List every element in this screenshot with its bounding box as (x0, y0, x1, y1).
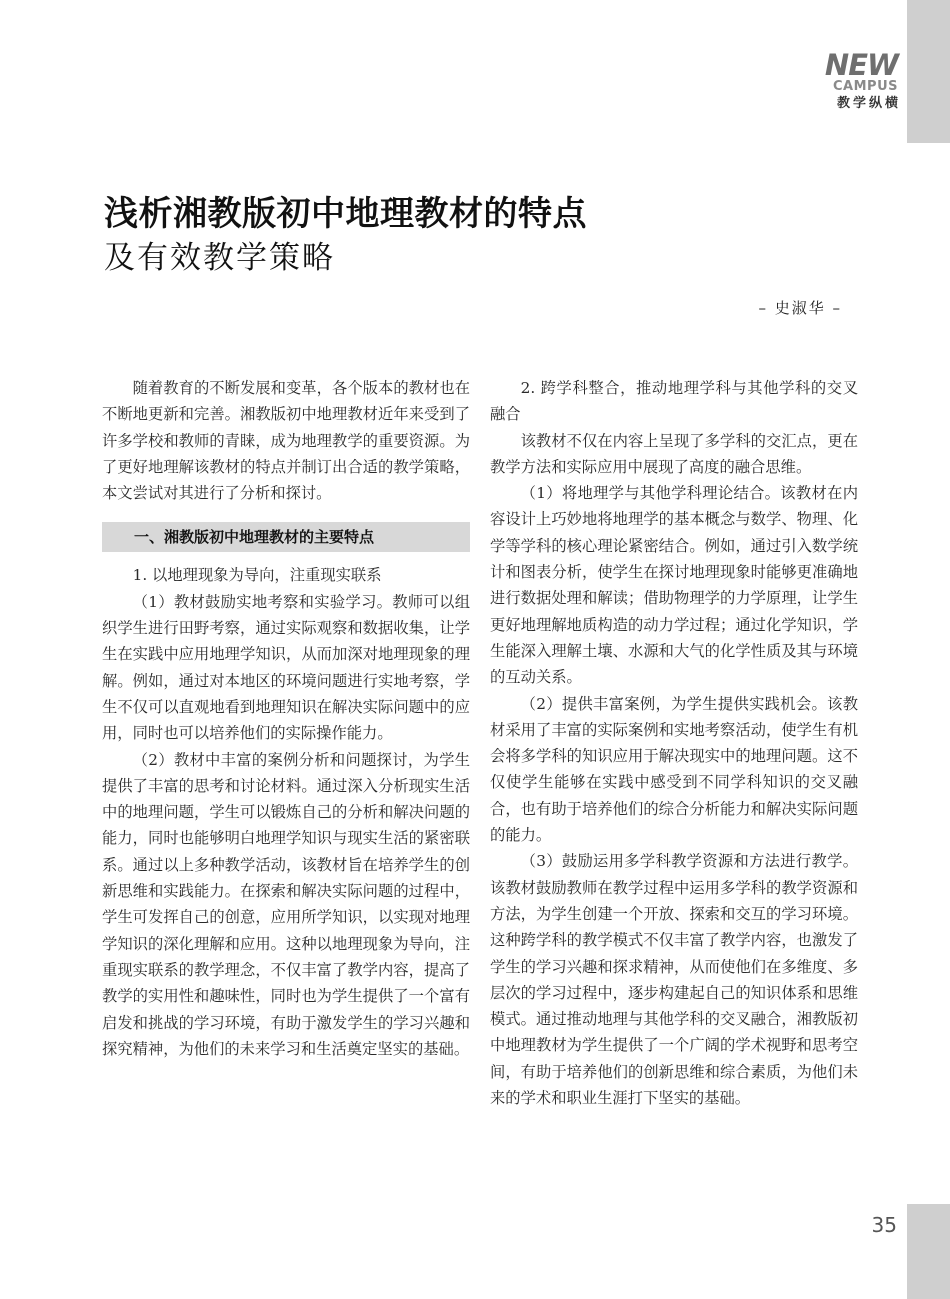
paragraph: （1）将地理学与其他学科理论结合。该教材在内容设计上巧妙地将地理学的基本概念与数学、物理、化学等学科的核心理论紧密结合。例如，通过引入数学统计和图表分析，使学生在探讨地理现象时能够更准确地进行数据处理和解读；借助物理学的力学原理，让学生更好地理解地质构造的动力学过程；通过化学知识，学生能深入理解土壤、水源和大气的化学性质及其与环境的互动关系。 (490, 484, 858, 687)
left-column (102, 375, 470, 1062)
tag-section-name: 教学纵横 (836, 96, 901, 111)
tag-new: NEW (824, 48, 898, 82)
article-title: 浅析湘教版初中地理教材的特点 (104, 194, 587, 234)
paragraph: （2）提供丰富案例，为学生提供实践机会。该教材采用了丰富的实际案例和实地考察活动，使学生有机会将多学科的知识应用于解决现实中的地理问题。这不仅使学生能够在实践中感受到不同学科知识的交叉融合，也有助于培养他们的综合分析能力和解决实际问题的能力。 (490, 694, 858, 845)
paragraph: （2）教材中丰富的案例分析和问题探讨，为学生提供了丰富的思考和讨论材料。通过深入分析现实生活中的地理问题，学生可以锻炼自己的分析和解决问题的能力，同时也能够明白地理学知识与现实生活的紧密联系。通过以上多种教学活动，该教材旨在培养学生的创新思维和实践能力。在探索和解决实际问题的过程中，学生可发挥自己的创意，应用所学知识，以实现对地理学知识的深化理解和应用。这种以地理现象为导向，注重现实联系的教学理念，不仅丰富了教学内容，提高了教学的实用性和趣味性，同时也为学生提供了一个富有启发和挑战的学习环境，有助于激发学生的学习兴趣和探究精神，为他们的未来学习和生活奠定坚实的基础。 (102, 750, 470, 1058)
subheading-2: 2. 跨学科整合，推动地理学科与其他学科的交叉融合 (490, 379, 858, 424)
header-tab-bar (907, 0, 950, 143)
paragraph: （3）鼓励运用多学科教学资源和方法进行教学。该教材鼓励教师在教学过程中运用多学科的教学资源和方法，为学生创建一个开放、探索和交互的学习环境。这种跨学科的教学模式不仅丰富了教学内容，也激发了学生的学习兴趣和探求精神，从而使他们在多维度、多层次的学习过程中，逐步构建起自己的知识体系和思维模式。通过推动地理与其他学科的交叉融合，湘教版初中地理教材为学生提供了一个广阔的学术视野和思考空间，有助于培养他们的创新思维和综合素质，为他们未来的学术和职业生涯打下坚实的基础。 (490, 852, 858, 1108)
section-heading: 一、湘教版初中地理教材的主要特点 (102, 522, 470, 552)
intro-paragraph: 随着教育的不断发展和变革，各个版本的教材也在不断地更新和完善。湘教版初中地理教材近年来受到了许多学校和教师的青睐，成为地理教学的重要资源。为了更好地理解该教材的特点并制订出合适的教学策略，本文尝试对其进行了分析和探讨。 (102, 379, 470, 503)
section-tag (824, 48, 901, 114)
footer-tab-bar (907, 1204, 950, 1299)
author-byline: – 史淑华 – (758, 299, 842, 317)
tag-campus: CAMPUS (833, 79, 898, 94)
paragraph: 该教材不仅在内容上呈现了多学科的交汇点，更在教学方法和实际应用中展现了高度的融合思维。 (490, 431, 858, 476)
subheading-1: 1. 以地理现象为导向，注重现实联系 (132, 566, 382, 585)
page-number: 35 (871, 1213, 897, 1237)
article-subtitle: 及有效教学策略 (104, 240, 335, 276)
right-column (490, 375, 858, 1111)
paragraph: （1）教材鼓励实地考察和实验学习。教师可以组织学生进行田野考察，通过实际观察和数据收集，让学生在实践中应用地理学知识，从而加深对地理现象的理解。例如，通过对本地区的环境问题进行实地考察，学生不仅可以直观地看到地理知识在解决实际问题中的应用，同时也可以培养他们的实际操作能力。 (102, 592, 470, 743)
